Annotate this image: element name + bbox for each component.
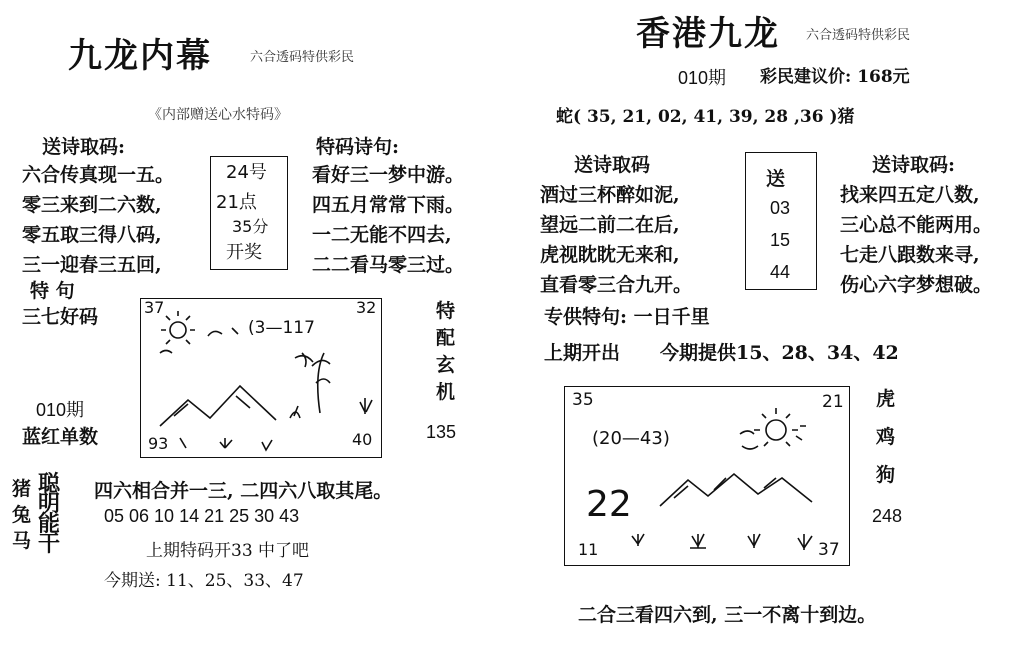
right-sketch-tr: 21 [822, 392, 844, 412]
left-header-note: 《内部赠送心水特码》 [148, 107, 288, 123]
left-poem-line: 六合传真现一五。 [22, 164, 175, 186]
right-issue: 010期 [678, 68, 727, 88]
left-poem-line: 零三来到二六数, [22, 194, 162, 216]
left-sanqi: 三七好码 [22, 306, 99, 328]
left-teju-label: 特 句 [30, 280, 75, 302]
left-poem-heading2: 特码诗句: [316, 136, 400, 158]
right-snake-row: 蛇( 35, 21, 02, 41, 39, 28 ,36 )猪 [556, 107, 855, 127]
right-box-item: 15 [770, 230, 791, 250]
left-subtitle: 六合透码特供彩民 [250, 50, 355, 65]
animal-char: 猪 [12, 478, 32, 500]
cong-char: 明 [38, 491, 61, 517]
right-sketch-tl: 35 [572, 390, 594, 410]
left-poem-line2: 看好三一梦中游。 [312, 164, 465, 186]
right-box-item: 44 [770, 262, 791, 282]
left-animals [12, 476, 31, 554]
side-char: 虎 [876, 388, 896, 410]
right-title: 香港九龙 [636, 14, 780, 54]
left-last-issue: 上期特码开33 中了吧 [146, 541, 310, 561]
left-cong-ming [38, 471, 61, 557]
left-poem-line2: 一二无能不四去, [312, 224, 452, 246]
right-box-item: 送 [766, 168, 786, 190]
left-poem-line: 三一迎春三五回, [22, 254, 162, 276]
left-issue: 010期 [36, 400, 85, 420]
cong-char: 聪 [38, 471, 61, 497]
right-side-vertical [876, 380, 895, 494]
right-poem-left [540, 180, 692, 300]
left-side-vertical [436, 298, 455, 406]
right-heading-right: 送诗取码: [872, 154, 956, 176]
right-sketch-mid: (20—43) [592, 428, 670, 449]
left-today-send: 今期送: 11、25、33、47 [104, 571, 304, 591]
right-poem-line: 七走八跟数来寻, [840, 244, 980, 266]
left-poem-block [22, 160, 174, 280]
right-poem-line: 找来四五定八数, [840, 184, 980, 206]
right-poem-line: 虎视眈眈无来和, [540, 244, 680, 266]
right-price: 彩民建议价: 168元 [760, 67, 910, 87]
left-title: 九龙内幕 [68, 36, 212, 76]
side-char: 狗 [876, 464, 896, 486]
animal-char: 马 [12, 530, 32, 552]
right-box-item: 03 [770, 198, 791, 218]
left-line1: 四六相合并一三, 二四六八取其尾。 [94, 480, 393, 502]
right-sketch-drawing [564, 386, 848, 564]
left-poem-line2: 四五月常常下雨。 [312, 194, 465, 216]
right-today: 今期提供15、28、34、42 [660, 342, 899, 364]
right-sketch-br: 37 [818, 540, 840, 560]
side-char: 玄 [436, 354, 456, 376]
left-poem-block2 [312, 160, 464, 280]
box-line-1: 24号 [226, 162, 267, 183]
right-sketch-big: 22 [586, 484, 632, 525]
side-char: 配 [436, 327, 456, 349]
left-sketch-br: 40 [352, 430, 373, 449]
left-sketch-tl: 37 [144, 298, 165, 317]
cong-char: 能 [38, 511, 61, 537]
right-subtitle: 六合透码特供彩民 [806, 28, 911, 43]
right-poem-line: 伤心六字梦想破。 [840, 274, 993, 296]
box-line-4: 开奖 [226, 242, 262, 263]
box-line-3: 35分 [232, 217, 269, 236]
animal-char: 兔 [12, 504, 32, 526]
right-poem-line: 望远二前二在后, [540, 214, 680, 236]
right-last-open: 上期开出 [544, 342, 621, 364]
right-footer: 二合三看四六到, 三一不离十到边。 [578, 604, 877, 626]
right-heading-left: 送诗取码 [574, 154, 651, 176]
left-poem-line2: 二二看马零三过。 [312, 254, 465, 276]
left-sketch-mid: (3—117 [248, 318, 315, 338]
left-side-number: 135 [426, 422, 457, 442]
left-poem-heading: 送诗取码: [42, 136, 126, 158]
right-poem-right [840, 180, 992, 300]
right-side-number: 248 [872, 506, 903, 526]
side-char: 特 [436, 300, 456, 322]
right-poem-line: 三心总不能两用。 [840, 214, 993, 236]
right-poem-line: 直看零三合九开。 [540, 274, 693, 296]
side-char: 鸡 [876, 426, 896, 448]
right-special: 专供特句: 一日千里 [544, 306, 710, 328]
left-sketch-bl: 93 [148, 434, 169, 453]
left-poem-line: 零五取三得八码, [22, 224, 162, 246]
left-numbers: 05 06 10 14 21 25 30 43 [104, 506, 300, 526]
right-sketch-bl: 11 [578, 540, 599, 559]
left-lanhong: 蓝红单数 [22, 426, 99, 448]
left-sketch-drawing [140, 298, 380, 456]
left-sketch-tr: 32 [356, 298, 377, 317]
side-char: 机 [436, 381, 456, 403]
box-line-2: 21点 [216, 192, 257, 213]
cong-char: 干 [38, 531, 61, 557]
right-poem-line: 酒过三杯醉如泥, [540, 184, 680, 206]
